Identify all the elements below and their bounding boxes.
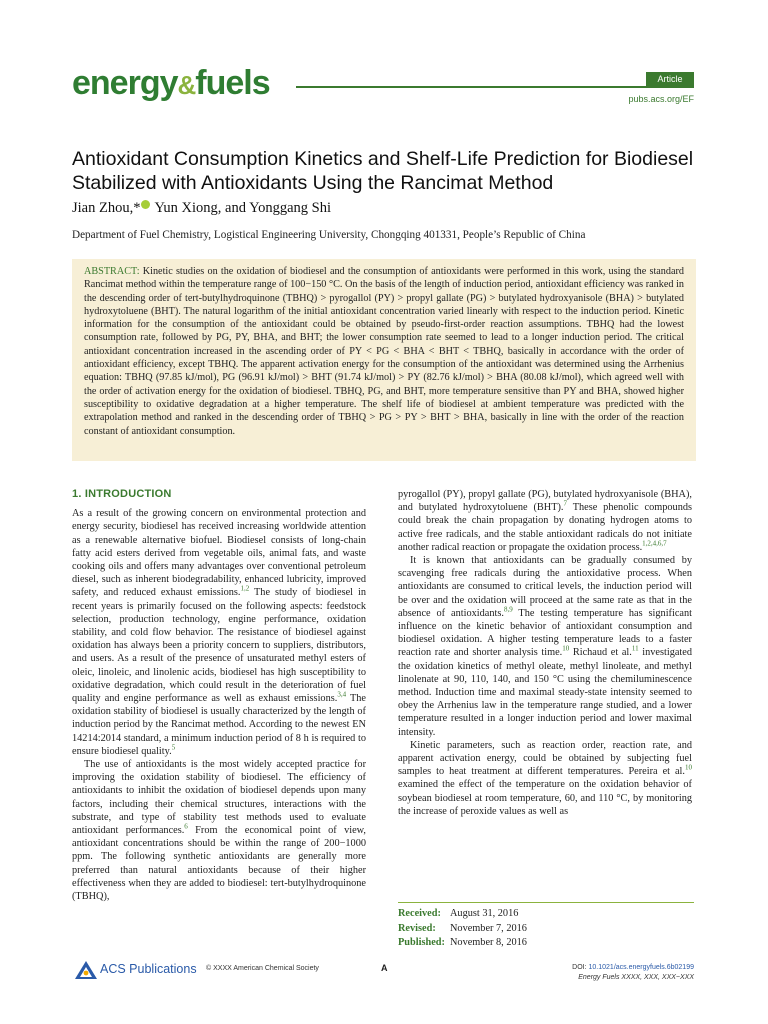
affiliation: Department of Fuel Chemistry, Logistical Engineering University, Chongqing 401331, People’s Republic of China	[72, 229, 586, 241]
article-type-badge: Article	[646, 72, 694, 86]
author-names-rest: Yun Xiong, and Yonggang Shi	[151, 200, 331, 216]
reference-link[interactable]: 10	[562, 645, 570, 654]
reference-link[interactable]: 1,2,4,6,7	[642, 539, 667, 548]
reference-link[interactable]: 6	[184, 822, 188, 831]
article-title: Antioxidant Consumption Kinetics and Shelf-Life Prediction for Biodiesel Stabilized with Antioxidants Using the Rancimat Method	[72, 148, 694, 194]
author-name[interactable]: Jian Zhou,	[72, 200, 134, 216]
dates-divider	[398, 902, 694, 903]
journal-url-link[interactable]: pubs.acs.org/EF	[628, 94, 694, 104]
received-date-row: Received: August 31, 2016	[398, 908, 519, 919]
corresponding-author-mark: *	[133, 200, 141, 216]
publication-dates	[398, 907, 527, 951]
reference-link[interactable]: 10	[685, 763, 692, 772]
body-column-left	[72, 488, 366, 903]
paragraph: pyrogallol (PY), propyl gallate (PG), butylated hydroxyanisole (BHA), and butylated hydroxytoluene (BHT).$^7$ These phenolic compounds could break the chain propagation by donating hydrogen atoms to active free radicals, and the stable antioxidant radicals do not initiate another radical reaction or propagate the oxidation process.$^{1,2,4,6,7}$	[398, 489, 692, 553]
abstract-text: Kinetic studies on the oxidation of biodiesel and the consumption of antioxidants were performed in this work, using the standard Rancimat method within the temperature range of 100−150 °C. On the basis of the length of induction period, antioxidant efficiency was ranked in the descending order of tert-butylhydroquinone (TBHQ) > pyrogallol (PY) > propyl gallate (PG) > butylated hydroxyanisole (BHA) > butylated hydroxytoluene (BHT). The natural logarithm of the initial antioxidant concentration varied linearly with respect to the induction period. Kinetic information for the consumption of the antioxidant could be obtained by pseudo-first-order reaction assumptions. TBHQ had the lowest consumption rate, followed by PG, PY, BHA, and BHT; the lower consumption rate seemed to lead to a longer induction period. The critical antioxidant concentration increased in the ascending order of PY < PG < BHA < BHT < TBHQ, basically in accordance with the order of antioxidant efficiency, except TBHQ. The apparent activation energy for the consumption of the antioxidant was determined using the Arrhenius equation: TBHQ (97.85 kJ/mol), PG (96.91 kJ/mol) > BHT (91.74 kJ/mol) > PY (82.76 kJ/mol) > BHA (80.08 kJ/mol), which agreed well with the order of activation energy for the oxidation of biodiesel. TBHQ, PG, and BHT, more temperature sensitive than PY and BHA, showed higher susceptibility to oxidative degradation at a higher temperature. The shelf life of biodiesel at ambient temperature was predicted with the extrapolation method and ranked in the descending order of TBHQ > PG > PY > BHT > BHA, basically in line with the order of the reaction constant of antioxidant consumption.	[84, 266, 684, 437]
author-list	[72, 200, 331, 217]
orcid-icon[interactable]	[141, 200, 150, 209]
publisher-name: ACS Publications	[100, 962, 197, 976]
paragraph: As a result of the growing concern on environmental protection and energy security, biodiesel has received increasing worldwide attention as a renewable alternative biofuel. Biodiesel consists of long-chain fatty acid esters derived from vegetable oils, animal fats, and waste cooking oils and offers many advantages over conventional petroleum diesel, such as inherent biodegradability, enhanced lubricity, improved safety, and reduced exhaust emissions.$^{1,2}$ The study of biodiesel in recent years is primarily focused on the following aspects: feedstock selection, production technology, engine performance, oxidation stability, and cold flow behavior. The resistance of biodiesel against oxidation has always been a priority concern to suppliers, distributors, and users. As a result of the presence of unsaturated methyl esters of oleic, linoleic, and linolenic acids, biodiesel has high susceptibility to oxidative degradation, which could result in the deterioration of fuel quality and engine performance as well as exhaust emissions.$^{3,4}$ The oxidation stability of biodiesel is usually characterized by the length of induction period by the Rancimat method. According to the newest EN 14214:2014 standard, a minimum induction period of 8 h is required to ensure biodiesel quality.$^5$	[72, 508, 366, 757]
reference-link[interactable]: 8,9	[503, 605, 513, 614]
copyright-notice: © XXXX American Chemical Society	[206, 965, 319, 972]
citation-line: Energy Fuels XXXX, XXX, XXX−XXX	[578, 974, 694, 981]
abstract-box	[72, 259, 696, 461]
paragraph: Kinetic parameters, such as reaction order, reaction rate, and apparent activation energy, could be obtained by subjecting fuel samples to heat treatment at different temperatures. Pereira et al.$^{10}$ examined the effect of the temperature on the oxidation behavior of soybean biodiesel at room temperature, 60, and 110 °C, by monitoring the increase of peroxide values as well as	[398, 739, 692, 817]
page-number: A	[381, 963, 388, 973]
body-column-right	[398, 488, 692, 818]
paragraph: The use of antioxidants is the most widely accepted practice for improving the oxidation stability of biodiesel. The efficiency of antioxidants to inhibit the oxidation of biodiesel depends upon many factors, including their chemical structures, interactions with the substrate, and type of stability test methods used to evaluate antioxidant performances.$^6$ From the economical point of view, antioxidant concentrations should be within the range of 200−1000 ppm. The following synthetic antioxidants are generally more preferred than natural antioxidants because of their higher effectiveness when they are added to biodiesel: tert-butylhydroquinone (TBHQ),	[72, 759, 366, 903]
reference-link[interactable]: 3,4	[337, 690, 347, 699]
header-rule	[296, 86, 694, 88]
revised-date-row: Revised: November 7, 2016	[398, 922, 527, 934]
reference-link[interactable]: 7	[563, 499, 567, 508]
abstract-label: ABSTRACT:	[84, 266, 140, 277]
section-heading: 1. INTRODUCTION	[72, 488, 172, 500]
doi-block: DOI: 10.1021/acs.energyfuels.6b02199 Energy Fuels XXXX, XXX, XXX−XXX	[520, 963, 694, 983]
doi-link[interactable]: 10.1021/acs.energyfuels.6b02199	[588, 964, 694, 971]
paragraph: It is known that antioxidants can be gradually consumed by scavenging free radicals during the antioxidative process. When antioxidants are consumed to critical levels, the induction period will be over and the oxidation will proceed at the same rate as that in the absence of antioxidants.$^{8,9}$ The testing temperature has significant influence on the kinetic behavior of antioxidant consumption and biodiesel oxidation. A higher testing temperature leads to a faster reaction rate and shorter analysis time.$^{10}$ Richaud et al.$^{11}$ investigated the oxidation kinetics of methyl oleate, methyl linoleate, and methyl linolenate at 90, 110, 140, and 150 °C using the chemiluminescence method. Induction time and maximal steady-state intensity seemed to obey the Arrhenius law in the temperature range studied, and a lower temperature resulted in a longer induction period and lower maximal intensity.	[398, 555, 692, 738]
reference-link[interactable]: 1,2	[240, 585, 250, 593]
reference-link[interactable]: 11	[631, 645, 639, 654]
published-date-row: Published: November 8, 2016	[398, 937, 527, 948]
journal-logo: energy&fuels	[72, 64, 270, 102]
acs-logo-icon	[74, 960, 98, 980]
reference-link[interactable]: 5	[171, 743, 176, 752]
